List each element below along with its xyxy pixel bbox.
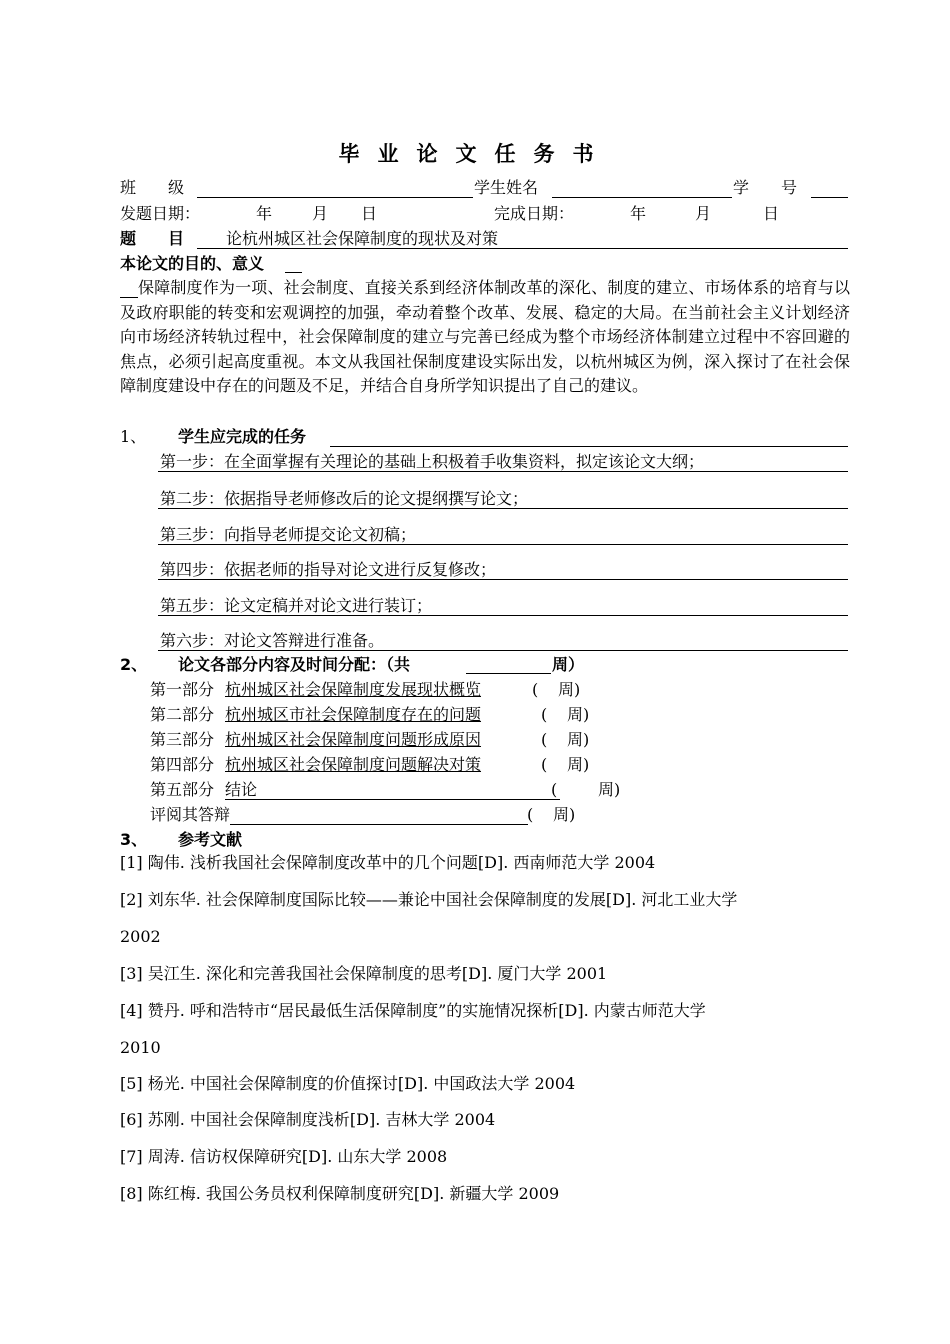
- reference-item-continuation: 2002: [120, 927, 161, 946]
- section3-heading: 参考文献: [178, 830, 243, 849]
- review-open: (: [527, 805, 534, 824]
- complete-month-label: 月: [695, 204, 712, 223]
- part-5-underline: [225, 799, 560, 800]
- complete-year-label: 年: [630, 204, 647, 223]
- task-step-4: 第四步：依据老师的指导对论文进行反复修改；: [160, 560, 497, 579]
- reference-item: [4] 赞丹. 呼和浩特市“居民最低生活保障制度”的实施情况探析[D]. 内蒙古师范大学: [120, 1001, 706, 1020]
- task-step-6: 第六步：对论文答辩进行准备。: [160, 631, 385, 650]
- section1-heading-underline: [330, 446, 848, 447]
- task-step-2: 第二步：依据指导老师修改后的论文提纲撰写论文；: [160, 489, 529, 508]
- student-name-field[interactable]: [552, 197, 732, 198]
- part-5-open: (: [551, 780, 558, 799]
- reference-item: [6] 苏刚. 中国社会保障制度浅析[D]. 吉林大学 2004: [120, 1110, 496, 1129]
- document-title: 毕业论文任务书: [338, 142, 612, 166]
- issue-year-label: 年: [256, 204, 273, 223]
- part-4-content: 杭州城区社会保障制度问题解决对策: [225, 755, 482, 774]
- task-step-3: 第三步：向指导老师提交论文初稿；: [160, 525, 417, 544]
- purpose-heading: 本论文的目的、意义: [120, 254, 265, 273]
- section2-total-weeks-field[interactable]: [466, 673, 551, 674]
- part-1-weeks: 周): [558, 680, 581, 699]
- section2-heading-suffix: 周）: [552, 655, 585, 674]
- part-5-weeks: 周): [598, 780, 621, 799]
- section1-number: 1、: [120, 427, 147, 446]
- reference-item: [1] 陶伟. 浅析我国社会保障制度改革中的几个问题[D]. 西南师范大学 2004: [120, 853, 656, 872]
- section2-heading-prefix: 论文各部分内容及时间分配：（共: [178, 655, 411, 674]
- task-step-1-underline: [158, 471, 848, 472]
- reference-item: [7] 周涛. 信访权保障研究[D]. 山东大学 2008: [120, 1147, 448, 1166]
- complete-date-label: 完成日期：: [494, 204, 575, 223]
- part-4-label: 第四部分: [150, 755, 215, 774]
- task-step-5-underline: [158, 615, 848, 616]
- issue-month-label: 月: [312, 204, 329, 223]
- part-5-label: 第五部分: [150, 780, 215, 799]
- task-step-1: 第一步：在全面掌握有关理论的基础上积极着手收集资料，拟定该论文大纲；: [160, 452, 705, 471]
- reference-item: [2] 刘东华. 社会保障制度国际比较——兼论中国社会保障制度的发展[D]. 河北工业大学: [120, 890, 738, 909]
- class-label: 班 级: [120, 178, 185, 197]
- task-step-5: 第五步：论文定稿并对论文进行装订；: [160, 596, 433, 615]
- part-3-weeks: 周): [567, 730, 590, 749]
- part-2-content: 杭州城区市社会保障制度存在的问题: [225, 705, 482, 724]
- reference-item: [3] 吴江生. 深化和完善我国社会保障制度的思考[D]. 厦门大学 2001: [120, 964, 608, 983]
- purpose-heading-underline: [285, 272, 302, 273]
- reference-item-continuation: 2010: [120, 1038, 161, 1057]
- part-3-label: 第三部分: [150, 730, 215, 749]
- topic-label: 题 目: [120, 229, 185, 248]
- part-4-weeks: 周): [567, 755, 590, 774]
- issue-day-label: 日: [361, 204, 378, 223]
- part-1-content: 杭州城区社会保障制度发展现状概览: [225, 680, 482, 699]
- task-step-3-underline: [158, 544, 848, 545]
- part-1-open: (: [532, 680, 539, 699]
- class-field[interactable]: [197, 197, 473, 198]
- review-label: 评阅其答辩: [150, 805, 231, 824]
- part-4-open: (: [541, 755, 548, 774]
- part-3-content: 杭州城区社会保障制度问题形成原因: [225, 730, 482, 749]
- part-1-label: 第一部分: [150, 680, 215, 699]
- topic-value: 论杭州城区社会保障制度的现状及对策: [226, 229, 499, 248]
- purpose-text: 保障制度作为一项、社会制度、直接关系到经济体制改革的深化、制度的建立、市场体系的培育与以及政府职能的转变和宏观调控的加强，牵动着整个改革、发展、稳定的大局。在当前社会主义计划经济向市场经济转轨过程中，社会保障制度的建立与完善已经成为整个市场经济体制建立过程中不容回避的焦点，必须引起高度重视。本文从我国社保制度建设实际出发，以杭州城区为例，深入探讨了在社会保障制度建设中存在的问题及不足，并结合自身所学知识提出了自己的建议。: [120, 278, 850, 395]
- task-step-4-underline: [158, 579, 848, 580]
- issue-date-label: 发题日期：: [120, 204, 201, 223]
- part-2-open: (: [541, 705, 548, 724]
- part-5-content: 结论: [225, 780, 258, 799]
- reference-item: [8] 陈红梅. 我国公务员权利保障制度研究[D]. 新疆大学 2009: [120, 1184, 560, 1203]
- task-step-6-underline: [158, 650, 848, 651]
- part-2-weeks: 周): [567, 705, 590, 724]
- complete-day-label: 日: [763, 204, 780, 223]
- section1-heading: 学生应完成的任务: [178, 427, 307, 446]
- task-step-2-underline: [158, 508, 848, 509]
- part-3-open: (: [541, 730, 548, 749]
- student-name-label: 学生姓名: [474, 178, 539, 197]
- part-2-label: 第二部分: [150, 705, 215, 724]
- section2-number: 2、: [120, 655, 148, 674]
- student-id-field[interactable]: [811, 197, 848, 198]
- section3-number: 3、: [120, 830, 148, 849]
- reference-item: [5] 杨光. 中国社会保障制度的价值探讨[D]. 中国政法大学 2004: [120, 1074, 576, 1093]
- review-underline: [230, 824, 528, 825]
- student-id-label: 学 号: [733, 178, 798, 197]
- topic-underline: [197, 248, 848, 249]
- review-weeks: 周): [553, 805, 576, 824]
